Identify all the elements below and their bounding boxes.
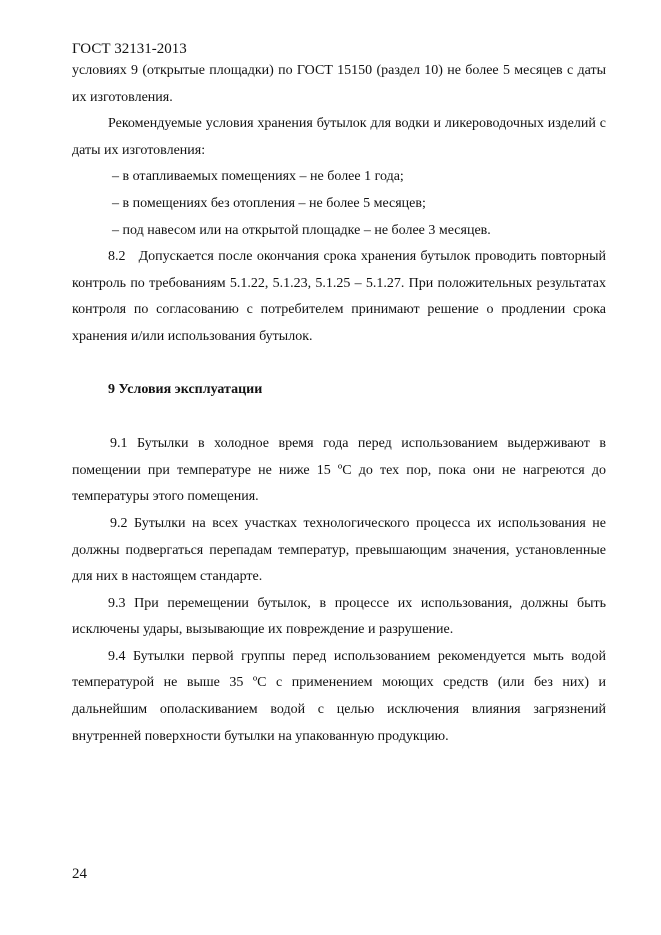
document-header: [72, 40, 187, 58]
list-item-heated-rooms: – в отапливаемых помещениях – не более 1 года;: [112, 169, 404, 185]
document-body: [72, 58, 610, 750]
page-number: 24: [72, 866, 87, 882]
spacer: [72, 351, 606, 377]
section-9-heading: 9 Условия эксплуатации: [108, 381, 263, 397]
paragraph-9-2: 9.2 Бутылки на всех участках технологического процесса их использования не должны подвергаться перепадам температур, превышающим значения, установленные для них в настоящем стандарте.: [72, 515, 606, 585]
spacer: [72, 403, 606, 431]
paragraph-storage-continued: условиях 9 (открытые площадки) по ГОСТ 15150 (раздел 10) не более 5 месяцев с даты их изготовления.: [72, 63, 606, 105]
list-item-unheated-rooms: – в помещениях без отопления – не более 5 месяцев;: [112, 195, 426, 211]
paragraph-8-2: 8.2 Допускается после окончания срока хранения бутылок проводить повторный контроль по требованиям 5.1.22, 5.1.23, 5.1.25 – 5.1.27. При положительных результатах контроля по согласованию с потребителем принимают решение о продлении срока хранения и/или использования бутылок.: [72, 249, 610, 344]
document-code: ГОСТ 32131-2013: [72, 41, 187, 57]
paragraph-9-3: 9.3 При перемещении бутылок, в процессе их использования, должны быть исключены удары, вызывающие их повреждение и разрушение.: [72, 595, 606, 638]
paragraph-9-1: 9.1 Бутылки в холодное время года перед использованием выдерживают в помещении при температуре не ниже 15 ºС до тех пор, пока они не нагреются до температуры этого помещения.: [72, 436, 606, 505]
list-item-open-area: – под навесом или на открытой площадке – не более 3 месяцев.: [112, 222, 491, 238]
paragraph-9-4: 9.4 Бутылки первой группы перед использованием рекомендуется мыть водой температурой не выше 35 ºС с применением моющих средств (или без них) и дальнейшим ополаскиванием водой с целью исключения влияния загрязнений внутренней поверхности бутылки на упакованную продукцию.: [72, 648, 606, 744]
paragraph-recommended-storage: Рекомендуемые условия хранения бутылок для водки и ликероводочных изделий с даты их изготовления:: [72, 116, 606, 158]
